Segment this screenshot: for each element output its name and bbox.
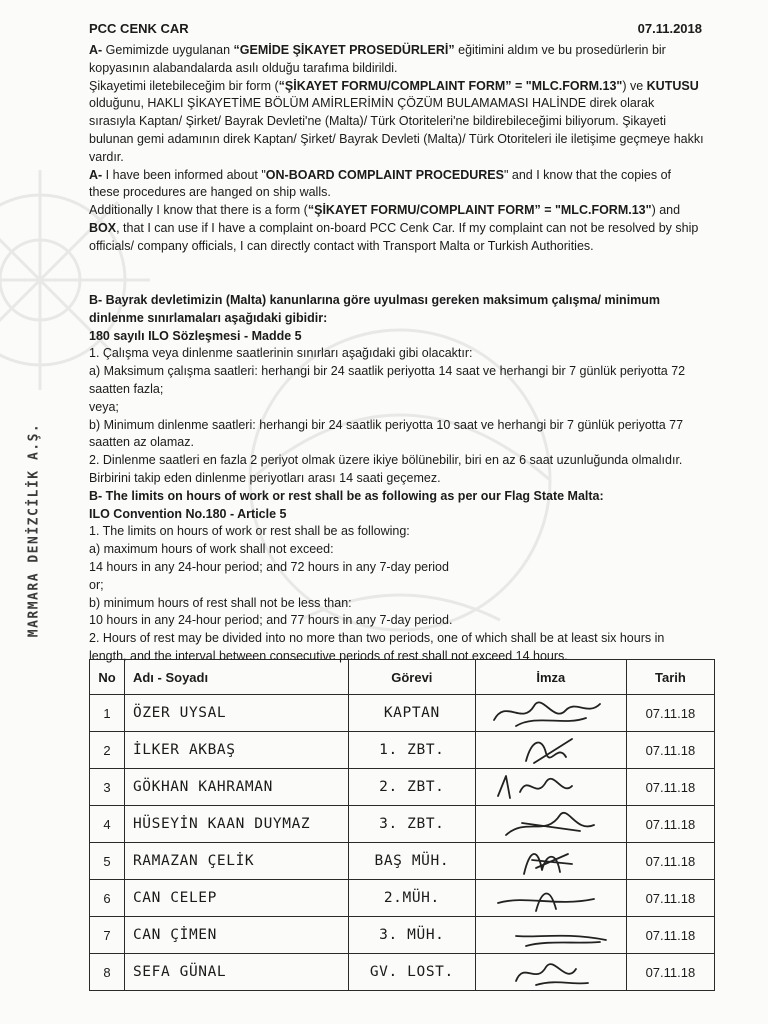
cell-no: 7 [90, 917, 125, 954]
body-line: 1. The limits on hours of work or rest shall be as following: [89, 524, 410, 539]
side-stamp-text: MARMARA DENİZCİLİK A.Ş. [26, 422, 42, 638]
handwritten-signature [476, 770, 626, 804]
section-a-english-para-1 [89, 167, 704, 203]
table-row [90, 843, 715, 880]
cell-role: BAŞ MÜH. [348, 843, 475, 880]
cell-no: 5 [90, 843, 125, 880]
cell-no: 8 [90, 954, 125, 991]
body-line: 1. Çalışma veya dinlenme saatlerinin sınırları aşağıdaki gibi olacaktır: [89, 346, 473, 361]
cell-name: ÖZER UYSAL [124, 695, 348, 732]
text-run: I have been informed about " [105, 167, 266, 182]
cell-name: RAMAZAN ÇELİK [124, 843, 348, 880]
handwritten-signature [476, 881, 626, 915]
body-line: a) maximum hours of work shall not exceed: [89, 542, 334, 557]
body-line: 2. Dinlenme saatleri en fazla 2 periyot olmak üzere ikiye bölünebilir, biri en az 6 saat uzunluğunda olmalıdır. Birbirini takip eden dinlenme periyotları arası 14 saati geçemez. [89, 453, 683, 485]
section-b-english-convention: ILO Convention No.180 - Article 5 [89, 506, 287, 521]
body-line: or; [89, 577, 104, 592]
cell-role: 1. ZBT. [348, 732, 475, 769]
section-b-turkish-convention: 180 sayılı ILO Sözleşmesi - Madde 5 [89, 328, 302, 343]
body-line: veya; [89, 399, 119, 414]
body-line: b) Minimum dinlenme saatleri: herhangi bir 24 saatlik periyotta 10 saat ve herhangi bir 7 günlük periyotta 77 saatten az olamaz. [89, 417, 684, 450]
cell-role: 2. ZBT. [348, 769, 475, 806]
cell-name: CAN ÇİMEN [124, 917, 348, 954]
signature-cell [475, 917, 626, 954]
header-no: No [90, 660, 125, 695]
section-a-turkish-para-2 [89, 78, 704, 167]
cell-role: 3. ZBT. [348, 806, 475, 843]
cell-role: 2.MÜH. [348, 880, 475, 917]
cell-date: 07.11.18 [626, 880, 714, 917]
section-a-english-para-2 [89, 202, 704, 255]
table-row [90, 954, 715, 991]
handwritten-signature [476, 918, 626, 952]
cell-date: 07.11.18 [626, 732, 714, 769]
table-header-row [90, 660, 715, 695]
document-date: 07.11.2018 [637, 21, 702, 36]
table-row [90, 732, 715, 769]
header-role: Görevi [348, 660, 475, 695]
header-date: Tarih [626, 660, 714, 695]
table-row [90, 880, 715, 917]
table-row [90, 769, 715, 806]
body-line: a) Maksimum çalışma saatleri: herhangi bir 24 saatlik periyotta 14 saat ve herhangi bir 7 günlük periyotta 72 saatten fazla; [89, 364, 686, 396]
text-run: Gemimizde uygulanan [105, 43, 234, 57]
signature-cell [475, 806, 626, 843]
cell-name: HÜSEYİN KAAN DUYMAZ [124, 806, 348, 843]
crew-acknowledgement-table [89, 659, 715, 991]
text-run: “ŞİKAYET FORMU/COMPLAINT FORM” = "MLC.FORM.13" [278, 78, 623, 93]
text-run: " and I know that the copies of these procedures are hanged on ship walls. [89, 167, 672, 200]
text-run: eğitimini aldım ve bu prosedürlerin bir kopyasının alabandalarda asılı olduğu tarafıma bildirildi. [89, 43, 666, 75]
cell-date: 07.11.18 [626, 769, 714, 806]
section-b-english-heading: B- The limits on hours of work or rest shall be as following as per our Flag State Malta: [89, 488, 604, 503]
cell-name: CAN CELEP [124, 880, 348, 917]
text-run: , that I can use if I have a complaint on-board PCC Cenk Car. If my complaint can not be resolved by ship officials/ company officials, I can directly contact with Transport Malta or Turkish Authorities. [89, 220, 699, 253]
handwritten-signature [476, 733, 626, 767]
text-run: A- [89, 43, 106, 57]
body-line: 2. Hours of rest may be divided into no more than two periods, one of which shall be at least six hours in length, and the interval between consecutive periods of rest shall not exceed 14 hours. [89, 631, 665, 663]
cell-no: 2 [90, 732, 125, 769]
text-run: BOX [89, 220, 117, 235]
section-b-english-lines [89, 523, 704, 665]
text-run: ) and [651, 203, 681, 218]
handwritten-signature [476, 955, 626, 989]
text-run: ) ve [622, 78, 647, 93]
cell-role: GV. LOST. [348, 954, 475, 991]
cell-date: 07.11.18 [626, 917, 714, 954]
section-b-turkish-heading: B- Bayrak devletimizin (Malta) kanunlarına göre uyulması gereken maksimum çalışma/ minimum dinlenme sınırlamaları aşağıdaki gibidir: [89, 293, 661, 325]
text-run: KUTUSU [646, 78, 699, 93]
table-row [90, 917, 715, 954]
signature-cell [475, 843, 626, 880]
section-b [89, 292, 704, 666]
text-run: olduğunu, HAKLI ŞİKAYETİME BÖLÜM AMİRLERİMİN ÇÖZÜM BULAMAMASI HALİNDE direk olarak sırasıyla Kaptan/ Şirket/ Bayrak Devleti'ne (Malta)/ Türk Otoriteleri'ne bildirebileceğimi biliyorum. Şikayeti bulunan gemi adamının direk Kaptan/ Şirket/ Bayrak Devleti (Malta)/ Türk Otoriteleri ile iletişime geçmeye hakkı vardır. [89, 96, 704, 164]
signature-cell [475, 732, 626, 769]
cell-date: 07.11.18 [626, 695, 714, 732]
handwritten-signature [476, 807, 626, 841]
cell-no: 4 [90, 806, 125, 843]
cell-date: 07.11.18 [626, 843, 714, 880]
company-side-stamp [22, 422, 46, 638]
cell-name: SEFA GÜNAL [124, 954, 348, 991]
table-row [90, 695, 715, 732]
text-run: A- [89, 167, 106, 182]
text-run: Şikayetimi iletebileceğim bir form ( [89, 78, 279, 93]
cell-role: KAPTAN [348, 695, 475, 732]
signature-cell [475, 695, 626, 732]
cell-no: 1 [90, 695, 125, 732]
body-line: b) minimum hours of rest shall not be less than: [89, 595, 352, 610]
cell-no: 3 [90, 769, 125, 806]
section-b-turkish-lines [89, 345, 704, 487]
header-signature: İmza [475, 660, 626, 695]
text-run: “ŞİKAYET FORMU/COMPLAINT FORM” = "MLC.FORM.13" [307, 203, 652, 218]
section-a [89, 42, 704, 256]
header-name: Adı - Soyadı [124, 660, 348, 695]
body-line: 10 hours in any 24-hour period; and 77 hours in any 7-day period. [89, 613, 453, 628]
vessel-name: PCC CENK CAR [89, 21, 189, 36]
body-line: 14 hours in any 24-hour period; and 72 hours in any 7-day period [89, 559, 449, 574]
cell-date: 07.11.18 [626, 954, 714, 991]
text-run: Additionally I know that there is a form ( [89, 203, 308, 218]
signature-cell [475, 954, 626, 991]
signature-cell [475, 769, 626, 806]
text-run: ON-BOARD COMPLAINT PROCEDURES [265, 167, 504, 182]
cell-role: 3. MÜH. [348, 917, 475, 954]
signature-cell [475, 880, 626, 917]
handwritten-signature [476, 844, 626, 878]
table-row [90, 806, 715, 843]
cell-no: 6 [90, 880, 125, 917]
section-a-turkish-para-1 [89, 42, 704, 78]
text-run: “GEMİDE ŞİKAYET PROSEDÜRLERİ” [233, 43, 455, 57]
handwritten-signature [476, 696, 626, 730]
cell-date: 07.11.18 [626, 806, 714, 843]
cell-name: GÖKHAN KAHRAMAN [124, 769, 348, 806]
cell-name: İLKER AKBAŞ [124, 732, 348, 769]
